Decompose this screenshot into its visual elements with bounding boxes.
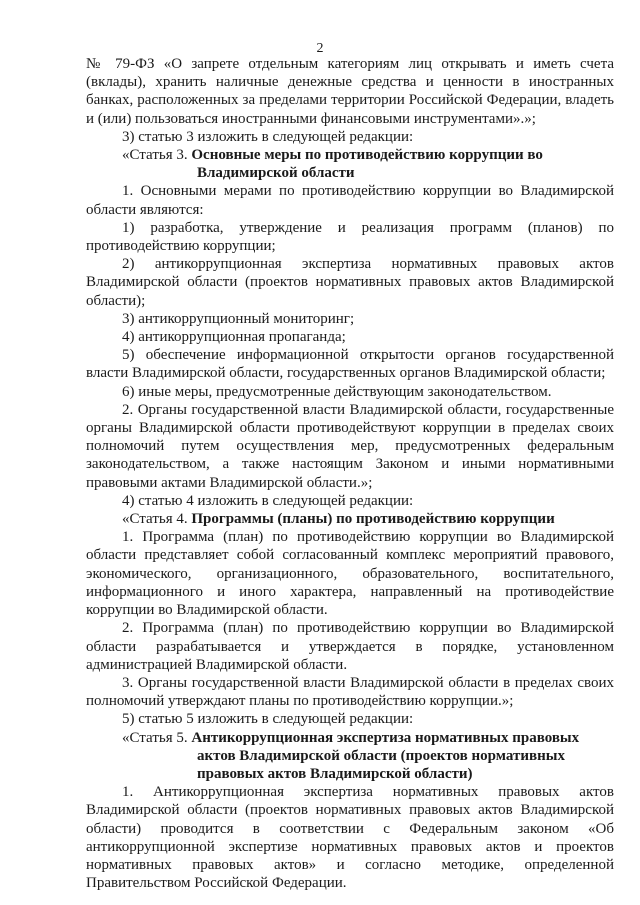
- paragraph: 2) антикоррупционная экспертиза нормативных правовых актов Владимирской области (проектов нормативных правовых актов Владимирской области);: [86, 256, 614, 309]
- page-number: 2: [316, 41, 324, 56]
- article-4-heading: [86, 510, 614, 528]
- paragraph: 2. Органы государственной власти Владимирской области, государственные органы Владимирской области противодействуют коррупции в пределах своих полномочий путем осуществления мер, предусмотренных федеральным законодательством, а также настоящим Законом и иными нормативными правовыми актами Владимирской области.»;: [86, 401, 614, 491]
- paragraph: 2. Программа (план) по противодействию коррупции во Владимирской области разрабатывается и утверждается в порядке, установленном администрацией Владимирской области.: [86, 620, 614, 673]
- paragraph-amend-article-3: 3) статью 3 изложить в следующей редакции:: [122, 128, 414, 145]
- paragraph: 1) разработка, утверждение и реализация программ (планов) по противодействию коррупции;: [86, 219, 614, 255]
- paragraph-amend-article-5: 5) статью 5 изложить в следующей редакции:: [122, 711, 414, 728]
- article-3-title: Основные меры по противодействию коррупции во: [191, 147, 543, 164]
- paragraph: 5) обеспечение информационной открытости органов государственной власти Владимирской области, государственных органов Владимирской области;: [86, 347, 614, 382]
- paragraph: 3) антикоррупционный мониторинг;: [122, 310, 355, 327]
- article-3-heading: [86, 146, 614, 164]
- paragraph: 3. Органы государственной власти Владимирской области в пределах своих полномочий утверждают планы по противодействию коррупции.»;: [86, 674, 614, 710]
- article-5-title-cont: актов Владимирской области (проектов нормативных правовых актов Владимирской области): [197, 747, 565, 782]
- article-3-label: «Статья 3.: [122, 147, 188, 164]
- article-5-title: Антикоррупционная экспертиза нормативных правовых: [191, 729, 580, 746]
- article-5-label: «Статья 5.: [122, 729, 188, 746]
- paragraph-amend-article-4: 4) статью 4 изложить в следующей редакции:: [122, 492, 414, 509]
- paragraph-law-reference: № 79-ФЗ «О запрете отдельным категориям лиц открывать и иметь счета (вклады), хранить наличные денежные средства и ценности в иностранных банках, расположенных за пределами территории Российской Федерации, владеть и (или) пользоваться иностранными финансовыми инструментами».»;: [86, 56, 614, 127]
- article-4-label: «Статья 4.: [122, 511, 188, 528]
- paragraph: 1. Программа (план) по противодействию коррупции во Владимирской области представляет собой согласованный комплекс мероприятий правового, экономического, организационного, образовательного, воспитательного, информационного и иного характера, направленный на противодействие коррупции во Владимирской области.: [86, 529, 614, 619]
- paragraph: 1. Антикоррупционная экспертиза нормативных правовых актов Владимирской области (проектов нормативных правовых актов Владимирской области) проводится в соответствии с Федеральным законом «Об антикоррупционной экспертизе нормативных правовых актов и проектов нормативных правовых актов» и согласно методике, определенной Правительством Российской Федерации.: [86, 784, 614, 892]
- article-3-title-cont: Владимирской области: [197, 165, 355, 182]
- paragraph: 1. Основными мерами по противодействию коррупции во Владимирской области являются:: [86, 183, 614, 218]
- article-4-title: Программы (планы) по противодействию коррупции: [191, 511, 555, 528]
- article-5-heading: [86, 729, 614, 747]
- paragraph: 4) антикоррупционная пропаганда;: [122, 329, 346, 346]
- paragraph: 6) иные меры, предусмотренные действующим законодательством.: [122, 383, 552, 400]
- document-body: [86, 55, 614, 892]
